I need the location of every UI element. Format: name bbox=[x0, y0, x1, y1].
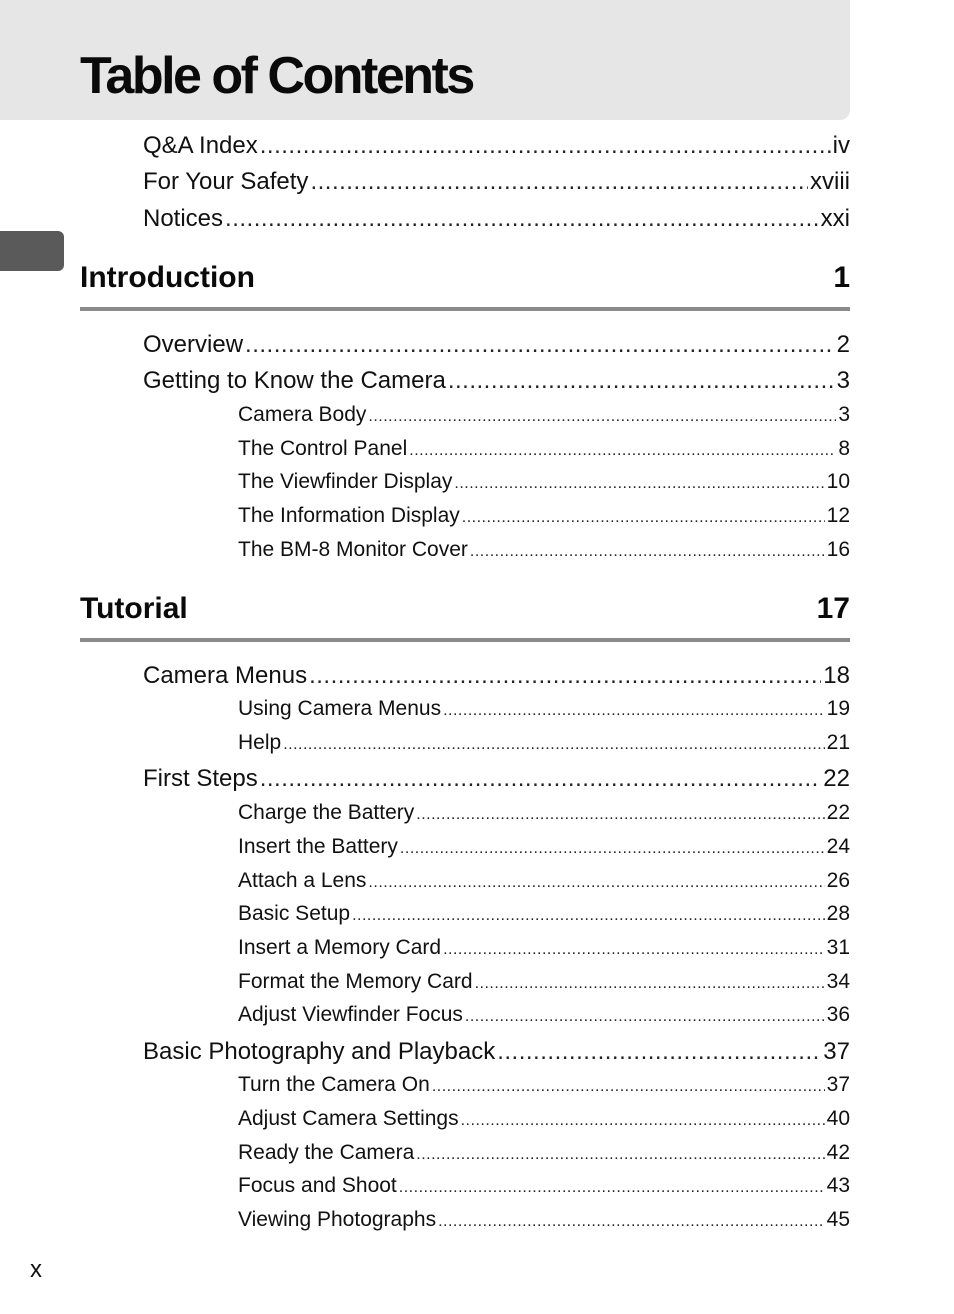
toc-entry-label: Basic Photography and Playback bbox=[143, 1038, 496, 1065]
toc-entry-label: Turn the Camera On bbox=[238, 1073, 430, 1096]
toc-entry-label: Camera Body bbox=[238, 403, 367, 426]
section-heading-introduction[interactable] bbox=[80, 263, 850, 311]
toc-entry-page: 36 bbox=[826, 1003, 850, 1026]
dot-leader bbox=[432, 1074, 825, 1095]
toc-entry-label: The Information Display bbox=[238, 504, 460, 527]
section-title: Introduction bbox=[80, 261, 255, 294]
toc-entry-page: 22 bbox=[823, 765, 850, 792]
toc-entry-page: 40 bbox=[826, 1107, 850, 1130]
toc-entry-label: The Control Panel bbox=[238, 437, 408, 460]
toc-entry-overview[interactable] bbox=[143, 333, 850, 357]
toc-subentry-ready-the-camera[interactable] bbox=[238, 1142, 850, 1163]
toc-entry-page: 28 bbox=[826, 902, 850, 925]
toc-entry-label: Basic Setup bbox=[238, 902, 351, 925]
toc-entry-for-your-safety[interactable] bbox=[143, 170, 850, 194]
toc-subentry-the-information-display[interactable] bbox=[238, 505, 850, 526]
dot-leader bbox=[368, 404, 836, 425]
toc-entry-page: 3 bbox=[836, 367, 850, 394]
toc-entry-page: iv bbox=[832, 132, 850, 159]
dot-leader bbox=[368, 870, 824, 891]
toc-entry-label: First Steps bbox=[143, 765, 258, 792]
toc-entry-page: 8 bbox=[838, 437, 850, 460]
dot-leader bbox=[443, 698, 825, 719]
toc-subentry-format-the-memory-card[interactable] bbox=[238, 971, 850, 992]
toc-subentry-the-bm-8-monitor-cover[interactable] bbox=[238, 539, 850, 560]
toc-entry-label: Focus and Shoot bbox=[238, 1174, 397, 1197]
toc-entry-page: 19 bbox=[826, 697, 850, 720]
section-title: Tutorial bbox=[80, 592, 188, 625]
toc-entry-getting-to-know-the-camera[interactable] bbox=[143, 369, 850, 393]
toc-entry-page: 34 bbox=[826, 970, 850, 993]
toc-entry-label: Attach a Lens bbox=[238, 869, 367, 892]
dot-leader bbox=[438, 1209, 825, 1230]
toc-entry-notices[interactable] bbox=[143, 207, 850, 231]
toc-subentry-camera-body[interactable] bbox=[238, 404, 850, 425]
dot-leader bbox=[260, 134, 831, 158]
toc-entry-label: Overview bbox=[143, 331, 244, 358]
toc-entry-page: 31 bbox=[826, 936, 850, 959]
toc-subentry-adjust-viewfinder-focus[interactable] bbox=[238, 1004, 850, 1025]
toc-entry-page: 24 bbox=[826, 835, 850, 858]
toc-entry-label: Getting to Know the Camera bbox=[143, 367, 446, 394]
toc-subentry-turn-the-camera-on[interactable] bbox=[238, 1074, 850, 1095]
toc-entry-page: 10 bbox=[826, 470, 850, 493]
toc-entry-page: 2 bbox=[836, 331, 850, 358]
dot-leader bbox=[225, 207, 819, 231]
dot-leader bbox=[310, 170, 808, 194]
dot-leader bbox=[497, 1040, 821, 1064]
page-number: x bbox=[30, 1256, 42, 1283]
toc-subentry-using-camera-menus[interactable] bbox=[238, 698, 850, 719]
toc-subentry-viewing-photographs[interactable] bbox=[238, 1209, 850, 1230]
dot-leader bbox=[400, 836, 825, 857]
toc-subentry-charge-the-battery[interactable] bbox=[238, 802, 850, 823]
dot-leader bbox=[260, 767, 822, 791]
toc-entry-page: 3 bbox=[838, 403, 850, 426]
toc-entry-label: Ready the Camera bbox=[238, 1141, 415, 1164]
dot-leader bbox=[352, 903, 825, 924]
toc-entry-page: 43 bbox=[826, 1174, 850, 1197]
page-title: Table of Contents bbox=[80, 47, 473, 105]
dot-leader bbox=[475, 971, 825, 992]
dot-leader bbox=[309, 664, 821, 688]
toc-entry-label: Camera Menus bbox=[143, 662, 308, 689]
toc-entry-page: 26 bbox=[826, 869, 850, 892]
dot-leader bbox=[245, 333, 835, 357]
toc-entry-label: Insert the Battery bbox=[238, 835, 398, 858]
dot-leader bbox=[470, 539, 825, 560]
toc-subentry-adjust-camera-settings[interactable] bbox=[238, 1108, 850, 1129]
toc-subentry-basic-setup[interactable] bbox=[238, 903, 850, 924]
section-page: 17 bbox=[816, 592, 850, 625]
toc-entry-label: The Viewfinder Display bbox=[238, 470, 453, 493]
toc-entry-label: Adjust Camera Settings bbox=[238, 1107, 459, 1130]
toc-entry-first-steps[interactable] bbox=[143, 767, 850, 791]
toc-subentry-attach-a-lens[interactable] bbox=[238, 870, 850, 891]
toc-entry-page: 16 bbox=[826, 538, 850, 561]
toc-entry-label: Adjust Viewfinder Focus bbox=[238, 1003, 463, 1026]
toc-entry-camera-menus[interactable] bbox=[143, 664, 850, 688]
toc-subentry-the-viewfinder-display[interactable] bbox=[238, 471, 850, 492]
toc-entry-page: 37 bbox=[826, 1073, 850, 1096]
toc-entry-label: Charge the Battery bbox=[238, 801, 415, 824]
toc-entry-label: Insert a Memory Card bbox=[238, 936, 442, 959]
toc-entry-label: Notices bbox=[143, 205, 224, 232]
dot-leader bbox=[462, 505, 825, 526]
toc-entry-label: For Your Safety bbox=[143, 168, 309, 195]
toc-entry-label: The BM-8 Monitor Cover bbox=[238, 538, 468, 561]
toc-entry-label: Viewing Photographs bbox=[238, 1208, 437, 1231]
dot-leader bbox=[416, 1142, 824, 1163]
toc-entry-page: 21 bbox=[826, 731, 850, 754]
toc-entry-label: Format the Memory Card bbox=[238, 970, 473, 993]
toc-entry-qa-index[interactable] bbox=[143, 134, 850, 158]
toc-entry-page: 42 bbox=[826, 1141, 850, 1164]
toc-entry-label: Using Camera Menus bbox=[238, 697, 442, 720]
toc-entry-page: 12 bbox=[826, 504, 850, 527]
chapter-tab-marker bbox=[0, 231, 64, 271]
dot-leader bbox=[461, 1108, 825, 1129]
dot-leader bbox=[409, 438, 836, 459]
dot-leader bbox=[465, 1004, 825, 1025]
toc-entry-basic-photography-and-playback[interactable] bbox=[143, 1040, 850, 1064]
toc-subentry-focus-and-shoot[interactable] bbox=[238, 1175, 850, 1196]
dot-leader bbox=[443, 937, 825, 958]
toc-entry-label: Q&A Index bbox=[143, 132, 258, 159]
section-heading-tutorial[interactable] bbox=[80, 594, 850, 642]
dot-leader bbox=[416, 802, 824, 823]
toc-entry-page: 45 bbox=[826, 1208, 850, 1231]
section-page: 1 bbox=[833, 261, 850, 294]
dot-leader bbox=[454, 471, 824, 492]
dot-leader bbox=[283, 732, 824, 753]
toc-entry-page: 18 bbox=[823, 662, 850, 689]
dot-leader bbox=[399, 1175, 825, 1196]
toc-subentry-insert-the-battery[interactable] bbox=[238, 836, 850, 857]
toc-entry-page: 37 bbox=[823, 1038, 850, 1065]
toc-subentry-help[interactable] bbox=[238, 732, 850, 753]
toc-entry-page: 22 bbox=[826, 801, 850, 824]
toc-subentry-the-control-panel[interactable] bbox=[238, 438, 850, 459]
toc-entry-label: Help bbox=[238, 731, 282, 754]
dot-leader bbox=[448, 369, 835, 393]
toc-subentry-insert-a-memory-card[interactable] bbox=[238, 937, 850, 958]
toc-entry-page: xviii bbox=[810, 168, 850, 195]
toc-entry-page: xxi bbox=[820, 205, 850, 232]
